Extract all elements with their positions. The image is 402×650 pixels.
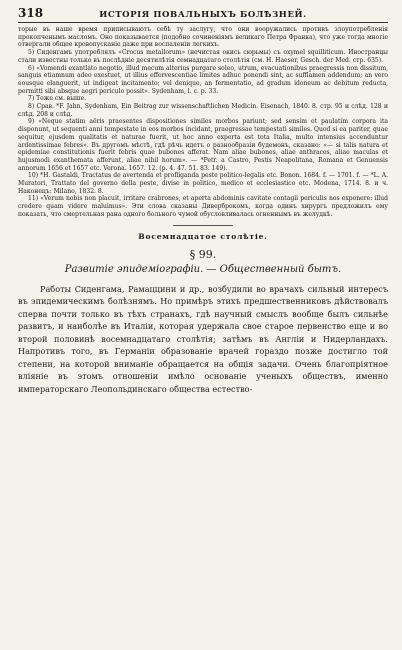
footnote: 7) Тоже см. выше. [28, 95, 87, 103]
section-heading: Восемнадцатое столѣтіе. [138, 231, 268, 241]
footnote: 10) *H. Gastaldi, Tractatus de avertenda et profliganda peste politico-legalis etc. Bonon. 1684. f. — 1701. f. — *L. A. Muratori, Trattato del governo della peste, divise in politico, medico et ecclesiastico etc. Modena, 1714. 8. и ч. Наконецъ: Milano, 1832. 8. [18, 172, 388, 195]
footnote: 6) «Vomendi exantlato negotio, illud mecum alterius purgare soleo, utrum, evacuationibus praegressis non dissitum, sanguis etiamnum adeo exestuet, ut illius effervescentiae limites adhuc ponendi sint, ac sufflamen addendum; an vero eousque elanguerit, ut indigeat incitamento; vel denique, an fermentatio, ad gradum idoneum ac debitum reducta, permitti sibi absque aegri periculo possit». Sydenham, l. c. p. 33. [18, 64, 388, 95]
footnotes [18, 26, 388, 219]
section-title: Развитіе эпидеміографіи. — Общественный бытъ. [64, 263, 342, 275]
footnote: 8) Срав. *F. Jahn, Sydenham, Ein Beitrag zur wissenschaftlichen Medicin. Eisenach, 1840. 8. стр. 95 и слѣд. 128 и слѣд. 208 и слѣд. [18, 103, 388, 118]
running-title: ИСТОРІЯ ПОВАЛЬНЫХЪ БОЛѢЗНЕЙ. [99, 10, 307, 20]
body-paragraph: Работы Сиденгама, Рамаццини и др., возбудили во врачахъ сильный интересъ въ эпидемическимъ болѣзнямъ. Но примѣръ этихъ предшественниковъ дѣйствовалъ сперва почти только въ тѣхъ странахъ, гдѣ научный смыслъ вообще былъ сильнѣе развитъ, и наиболѣе въ Италіи, которая удержала свое старое первенство еще и во второй половинѣ восемнадцатаго столѣтія; затѣмъ въ Англіи и Нидерландахъ. Напротивъ того, въ Германіи образованіе врачей гораздо позже достигло той степени, на которой вниманіе обращается на общія задачи. Очень благопріятное вліяніе въ этомъ отношеніи имѣло основаніе ученыхъ обществъ, именно императорскаго Леопольдинскаго общества естество- [18, 283, 388, 394]
page-number: 318 [18, 6, 44, 20]
footnote-continuation: торые въ наше время приписываютъ себѣ ту заслугу, что они вооружались противъ злоупотребленія прокопченымъ масломъ. Оно показывается (подобно сочиненіямъ великаго Петра Франка), что уже тогда многіе отвергали общее кровопусканіе даже при воспаленіи легкихъ. [18, 26, 388, 49]
page-header [18, 6, 388, 23]
section-divider [18, 225, 388, 226]
section-number: § 99. [189, 247, 217, 261]
footnote: 9) «Neque statim aëris praesentes dispositiones similes morbos pariunt; sed sensim et paulatim corpora ita disponunt, ut sequenti anni tempestate in eos morbos incidant, praegressae tempestati similes. Quod si ea pariter, quae sequitur, ejusdem qualitatis et naturae fuerit, ut hoc anno experta est tota Italia, multo intensius accenduntur ardentissimae febres». Въ другомъ мѣстѣ, гдѣ рѣчь идетъ о разнообразіи будемонъ, сказано: «— si talis natura et epidemiae constitutionis fuerit febris quae bubones afferat. Nam aliae bubones, aliae anthraces, aliae maculas et hujusmodi exanthemata afferunt, aliae nihil horum». — *Petr. a Castro, Pestis Neapolitana, Romana et Genuensis annorum 1656 et 1657 etc. Verona. 1657. 12. (р. 4. 47. 51. 83. 149). [18, 118, 388, 172]
footnote: 5) Сиденгамъ употреблялъ «Crocus metallorum» (нечистая окись сюрьмы) съ oxymel squilliticum. Иностранцы стали известны только въ послѣдніе десятилѣтія семнадцатаго столѣтія (см. H. Haeser, Gesch. der Med. стр. 635). [18, 49, 388, 64]
footnote: 11) «Verum nobis non placuit, irritare crabrones, et aperta abdominis cavitate contagii periculis nos exponere: illud credere quam videre maluimus». Эти слова сказаны Диверброкомъ, когда одинъ хирургъ предложилъ ему показать, что смертельная рана одного больного чумой обусловливалась огненнымъ въ желудкѣ. [18, 195, 388, 218]
